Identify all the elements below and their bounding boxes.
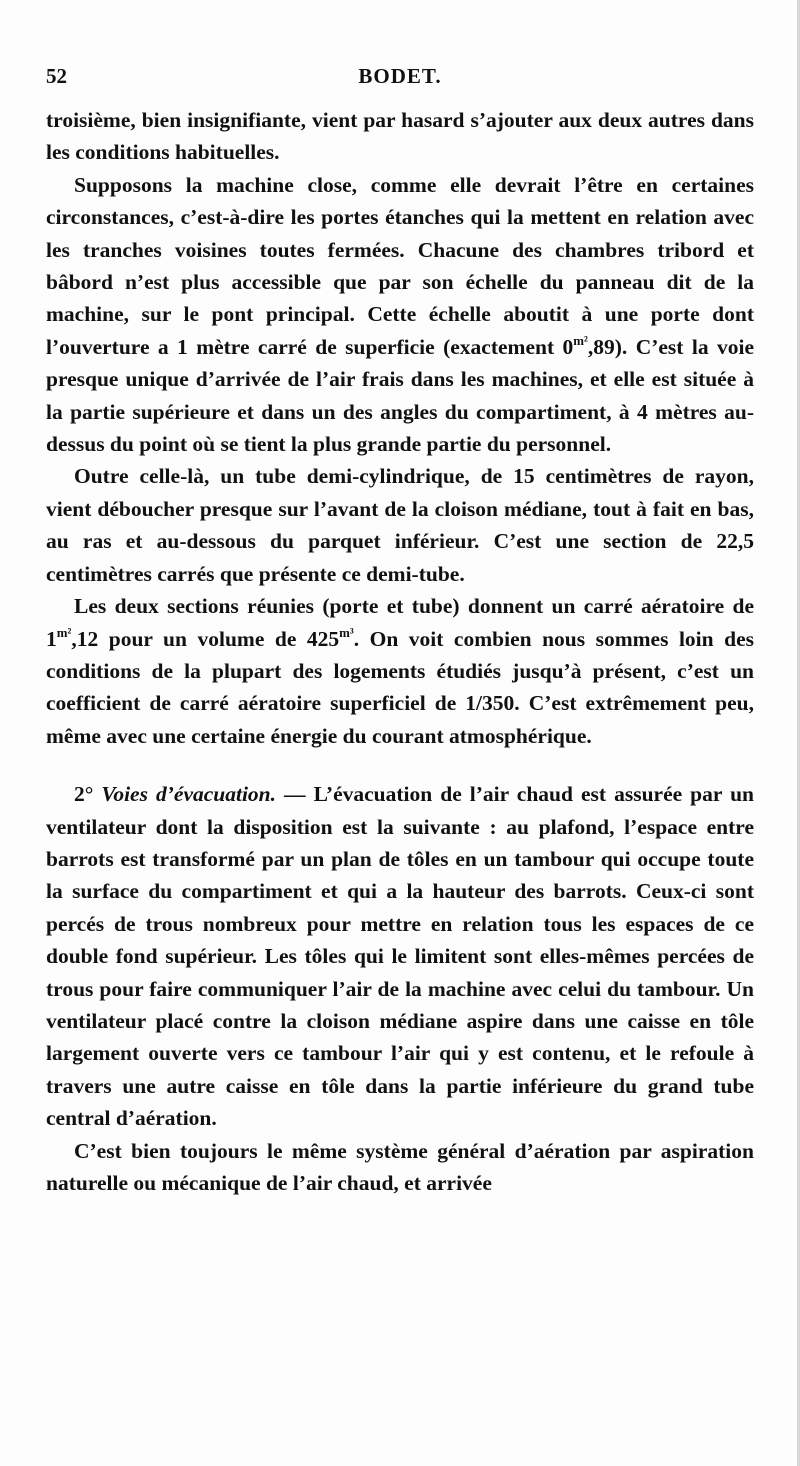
- section-heading: Voies d’évacuation.: [101, 782, 277, 807]
- paragraph-1: troisième, bien insignifiante, vient par hasard s’ajouter aux deux autres dans les conditions habituelles.: [46, 108, 754, 165]
- page-number: 52: [46, 64, 67, 88]
- unit-superscript: m³: [339, 625, 354, 640]
- body-text: [46, 104, 754, 1199]
- paragraph-4-text-b: ,12 pour un volume de 425: [71, 626, 340, 651]
- paragraph-5: [46, 778, 754, 1134]
- paragraph-2-text: Supposons la machine close, comme elle devrait l’être en certaines circonstances, c’est-à-dire les portes étanches qui la mettent en relation avec les tranches voisines toutes fermées. Chacune des chambres tribord et bâbord n’est plus accessible que par son échelle du panneau dit de la machine, sur le pont principal. Cette échelle aboutit à une porte dont l’ouverture a 1 mètre carré de superficie (exactement 0: [46, 172, 754, 359]
- section-number: 2°: [74, 782, 102, 807]
- unit-superscript: m²: [573, 333, 588, 348]
- paragraph-4-text-c: . On voit combien nous sommes loin des conditions de la plupart des logements étudiés jusqu’à présent, c’est un coefficient de carré aératoire superficiel de 1/350. C’est extrêmement peu, même avec une certaine énergie du courant atmosphérique.: [46, 626, 754, 748]
- running-title: BODET.: [358, 64, 442, 88]
- running-head: [46, 64, 754, 94]
- unit-superscript: m²: [56, 625, 72, 640]
- paragraph-5-text: — L’évacuation de l’air chaud est assurée par un ventilateur dont la disposition est la suivante : au plafond, l’espace entre barrots est transformé par un plan de tôles en un tambour qui occupe toute la surface du compartiment et qui a la hauteur des barrots. Ceux-ci sont percés de trous nombreux pour mettre en relation tous les espaces de ce double fond supérieur. Les tôles qui le limitent sont elles-mêmes percées de trous pour faire communiquer l’air de la machine avec celui du tambour. Un ventilateur placé contre la cloison médiane aspire dans une caisse en tôle largement ouverte vers ce tambour l’air qui y est contenu, et le refoule à travers une autre caisse en tôle dans la partie inférieure du grand tube central d’aération.: [46, 782, 754, 1131]
- paragraph-6: C’est bien toujours le même système général d’aération par aspiration naturelle ou mécanique de l’air chaud, et arrivée: [46, 1138, 754, 1195]
- paragraph-3: Outre celle-là, un tube demi-cylindrique, de 15 centimètres de rayon, vient déboucher presque sur l’avant de la cloison médiane, tout à fait en bas, au ras et au-dessous du parquet inférieur. C’est une section de 22,5 centimètres carrés que présente ce demi-tube.: [46, 464, 754, 586]
- paragraph-4: [46, 590, 754, 752]
- paragraph-2-end: ,89). C’est la voie presque unique d’arrivée de l’air frais dans les machines, et elle est située à la partie supérieure et dans un des angles du compartiment, à 4 mètres au-dessus du point où se tient la plus grande partie du personnel.: [46, 334, 755, 457]
- paragraph-2: [46, 169, 754, 461]
- paragraph-4-text-a: Les deux sections réunies (porte et tube) donnent un carré aératoire de 1: [46, 594, 754, 651]
